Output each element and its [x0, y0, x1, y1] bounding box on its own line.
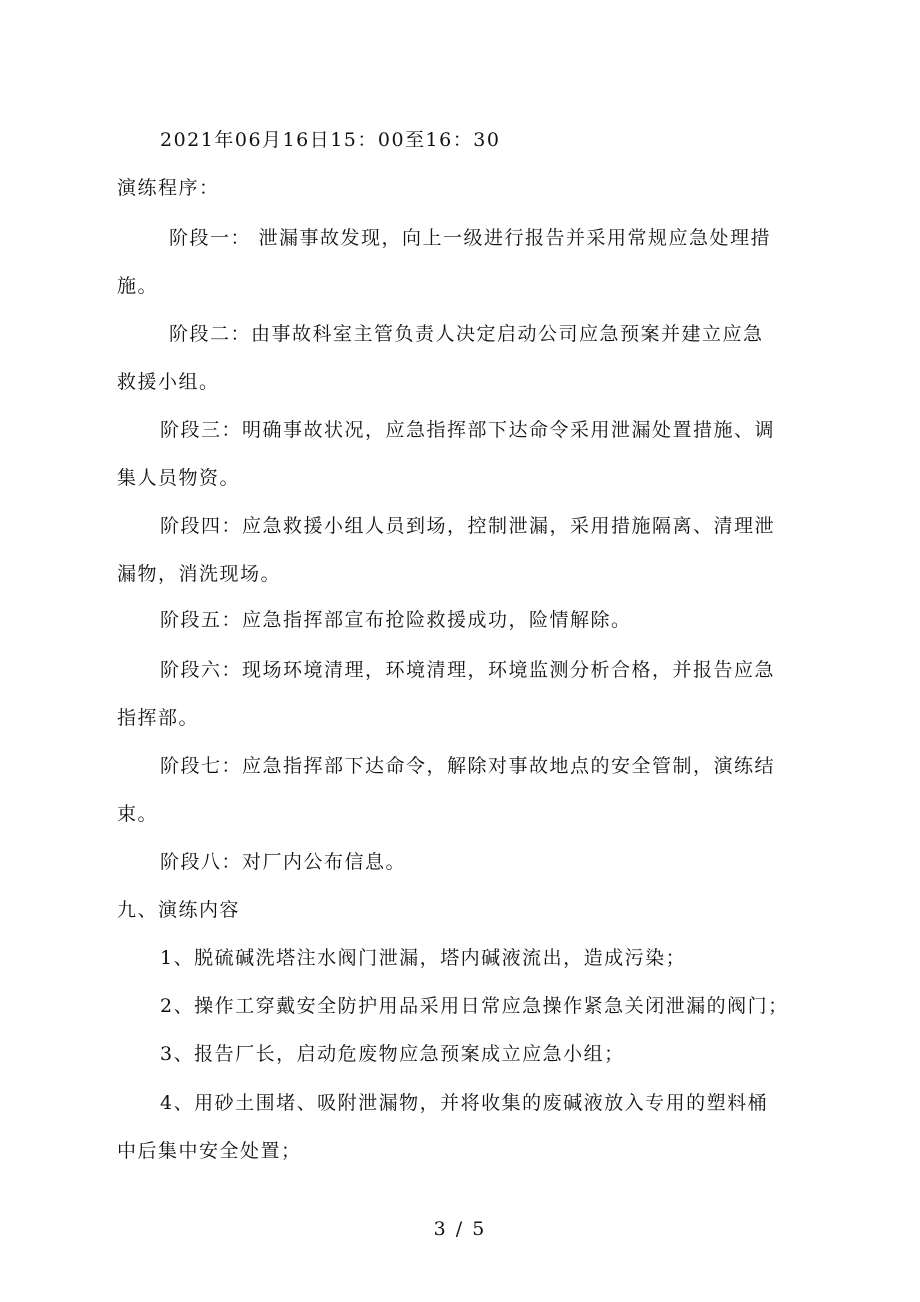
stage-6-line-1: 阶段六：现场环境清理，环境清理，环境监测分析合格，并报告应急 — [160, 659, 776, 681]
stage-1-line-1: 阶段一： 泄漏事故发现，向上一级进行报告并采用常规应急处理措 — [169, 227, 772, 249]
section-nine-heading: 九、演练内容 — [117, 899, 241, 921]
content-item-4-line-1: 4、用砂土围堵、吸附泄漏物，并将收集的废碱液放入专用的塑料桶 — [160, 1092, 769, 1114]
stage-3-line-2: 集人员物资。 — [117, 467, 241, 489]
stage-4-line-1: 阶段四：应急救援小组人员到场，控制泄漏，采用措施隔离、清理泄 — [160, 515, 776, 537]
page-number: 3 / 5 — [433, 1218, 487, 1240]
stage-5-line: 阶段五：应急指挥部宣布抢险救援成功，险情解除。 — [160, 609, 632, 631]
stage-7-line-1: 阶段七：应急指挥部下达命令，解除对事故地点的安全管制，演练结 — [160, 755, 776, 777]
stage-8-line: 阶段八：对厂内公布信息。 — [160, 851, 407, 873]
drill-date-time: 2021年06月16日15：00至16：30 — [160, 129, 501, 151]
procedure-heading: 演练程序： — [117, 177, 220, 199]
stage-7-line-2: 束。 — [117, 803, 159, 825]
stage-6-line-2: 指挥部。 — [117, 707, 200, 729]
stage-4-line-2: 漏物，消洗现场。 — [117, 563, 282, 585]
stage-1-line-2: 施。 — [117, 275, 159, 297]
content-item-3: 3、报告厂长，启动危废物应急预案成立应急小组； — [160, 1043, 625, 1065]
content-item-2: 2、操作工穿戴安全防护用品采用日常应急操作紧急关闭泄漏的阀门； — [160, 995, 789, 1017]
stage-2-line-2: 救援小组。 — [117, 371, 220, 393]
stage-2-line-1: 阶段二：由事故科室主管负责人决定启动公司应急预案并建立应急 — [169, 323, 764, 345]
stage-3-line-1: 阶段三：明确事故状况，应急指挥部下达命令采用泄漏处置措施、调 — [160, 419, 776, 441]
content-item-1: 1、脱硫碱洗塔注水阀门泄漏，塔内碱液流出，造成污染； — [160, 947, 687, 969]
content-item-4-line-2: 中后集中安全处置； — [117, 1140, 302, 1162]
